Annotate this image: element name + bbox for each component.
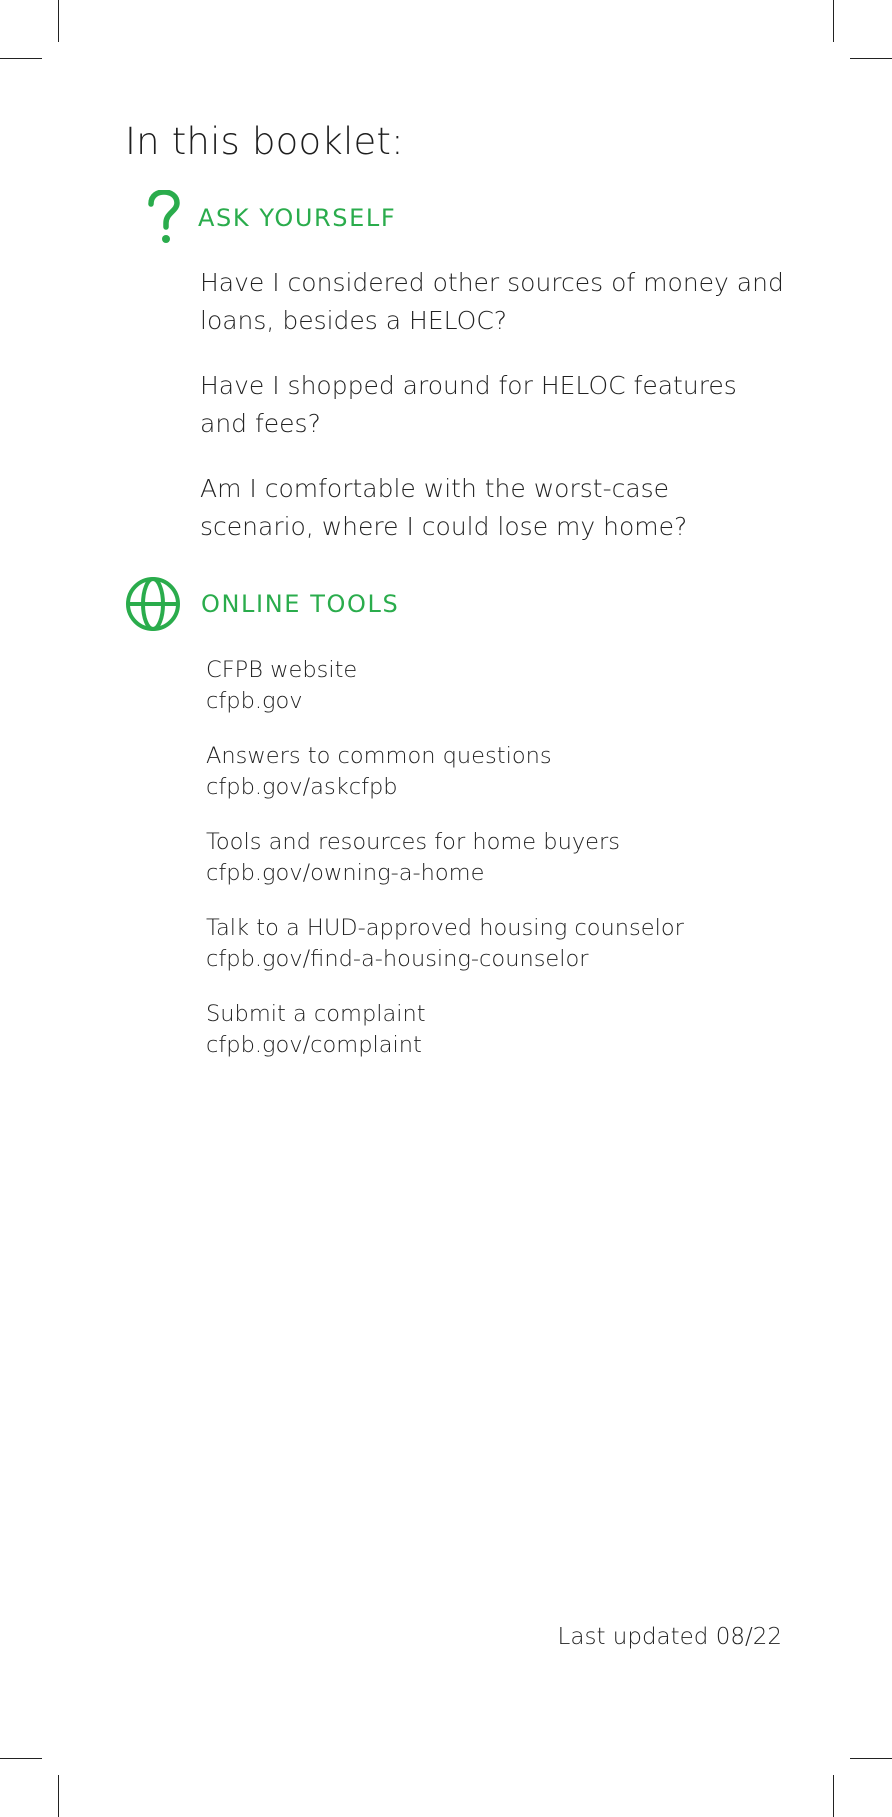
tool-link[interactable]: cfpb.gov bbox=[206, 688, 303, 714]
crop-mark-bottom-left-vertical bbox=[58, 1775, 59, 1817]
list-item: Am I comfortable with the worst-case scenario, where I could lose my home? bbox=[200, 474, 688, 541]
crop-mark-top-left-vertical bbox=[58, 0, 59, 42]
list-item bbox=[206, 741, 826, 803]
tool-name: CFPB website bbox=[206, 657, 358, 683]
crop-mark-top-left-horizontal bbox=[0, 58, 42, 59]
tool-name: Tools and resources for home buyers bbox=[206, 829, 620, 855]
tool-name: Submit a complaint bbox=[206, 1001, 426, 1027]
list-item: Have I considered other sources of money and loans, besides a HELOC? bbox=[200, 268, 784, 335]
tool-name: Talk to a HUD-approved housing counselor bbox=[206, 915, 684, 941]
tool-link[interactable]: cfpb.gov/askcfpb bbox=[206, 774, 398, 800]
tool-link[interactable]: cfpb.gov/find-a-housing-counselor bbox=[206, 946, 589, 972]
tool-link[interactable]: cfpb.gov/complaint bbox=[206, 1032, 422, 1058]
list-item bbox=[206, 999, 826, 1061]
last-updated-note: Last updated 08/22 bbox=[557, 1624, 782, 1650]
crop-mark-top-right-horizontal bbox=[850, 58, 892, 59]
ask-yourself-header bbox=[146, 190, 396, 246]
tool-link[interactable]: cfpb.gov/owning-a-home bbox=[206, 860, 485, 886]
question-list bbox=[200, 264, 790, 573]
online-tools-list bbox=[206, 655, 826, 1085]
crop-mark-bottom-right-horizontal bbox=[850, 1758, 892, 1759]
list-item bbox=[206, 827, 826, 889]
crop-mark-top-right-vertical bbox=[833, 0, 834, 42]
crop-mark-bottom-left-horizontal bbox=[0, 1758, 42, 1759]
ask-yourself-heading: ASK YOURSELF bbox=[198, 204, 397, 232]
online-tools-heading: ONLINE TOOLS bbox=[201, 590, 400, 618]
page-title: In this booklet: bbox=[125, 120, 404, 163]
crop-mark-bottom-right-vertical bbox=[833, 1775, 834, 1817]
online-tools-header bbox=[125, 576, 399, 632]
tool-name: Answers to common questions bbox=[206, 743, 552, 769]
globe-icon bbox=[125, 576, 181, 632]
question-mark-icon bbox=[146, 190, 182, 246]
list-item bbox=[206, 655, 826, 717]
list-item: Have I shopped around for HELOC features and fees? bbox=[200, 371, 737, 438]
list-item bbox=[206, 913, 826, 975]
